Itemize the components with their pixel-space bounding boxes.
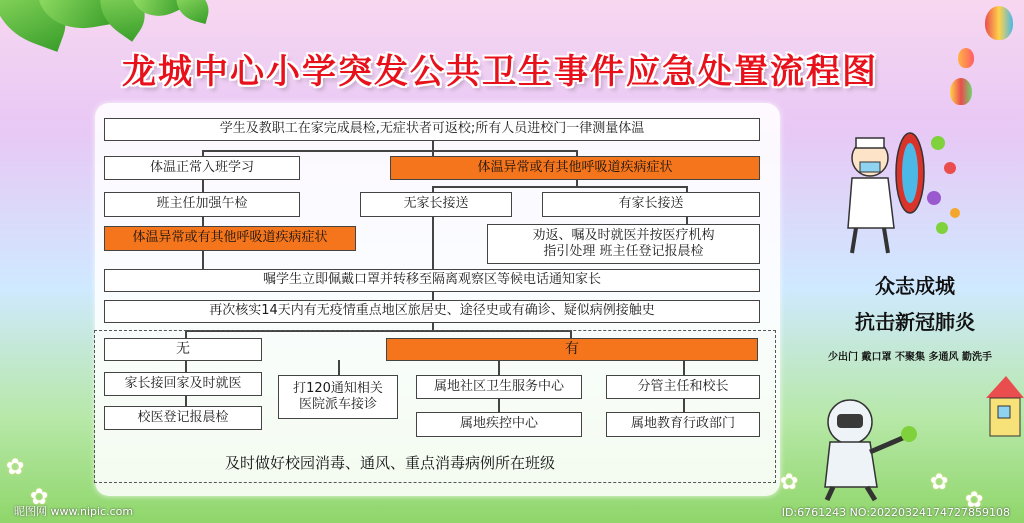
call120-line-1: 打120通知相关 [293, 380, 383, 396]
step-abnormal-noon: 体温异常或有其他呼吸道疾病症状 [104, 226, 356, 251]
slogan-line-1: 众志成城 [875, 274, 955, 298]
step-verify-history: 再次核实14天内有无疫情重点地区旅居史、途径史或有确诊、疑似病例接触史 [104, 300, 760, 323]
step-disinfect: 及时做好校园消毒、通风、重点消毒病例所在班级 [225, 454, 556, 472]
branch-no: 无 [104, 338, 262, 361]
step-doctor-record: 校医登记报晨检 [104, 406, 262, 430]
protective-suit-illustration [805, 392, 925, 502]
step-temp-abnormal: 体温异常或有其他呼吸道疾病症状 [390, 156, 760, 180]
step-noon-check: 班主任加强午检 [104, 192, 300, 217]
step-morning-check: 学生及教职工在家完成晨检,无症状者可返校;所有人员进校门一律测量体温 [104, 118, 760, 141]
step-isolate: 嘱学生立即佩戴口罩并转移至隔离观察区等候电话通知家长 [104, 269, 760, 292]
step-parent-pickup: 家长接回家及时就医 [104, 372, 262, 396]
step-temp-normal: 体温正常入班学习 [104, 156, 300, 180]
branch-yes: 有 [386, 338, 758, 361]
slogan-line-2: 抗击新冠肺炎 [855, 310, 975, 334]
step-community-center: 属地社区卫生服务中心 [416, 375, 582, 399]
step-edu-dept: 属地教育行政部门 [606, 412, 760, 437]
advise-line-1: 劝返、嘱及时就医并按医疗机构 [532, 227, 715, 243]
step-cdc: 属地疾控中心 [416, 412, 582, 437]
step-no-parent: 无家长接送 [360, 192, 512, 217]
step-advise-return [487, 224, 760, 264]
watermark-site: 昵图网 www.nipic.com [14, 505, 134, 518]
page-title: 龙城中心小学突发公共卫生事件应急处置流程图 [122, 52, 878, 92]
call120-line-2: 医院派车接诊 [298, 397, 377, 412]
house-illustration [984, 370, 1024, 440]
step-call-120 [278, 375, 398, 419]
doctor-illustration [830, 118, 970, 258]
step-has-parent: 有家长接送 [542, 192, 760, 217]
watermark-id: ID:6761243 NO:20220324174727859108 [781, 506, 1010, 519]
advise-line-2: 指引处理 班主任登记报晨检 [543, 244, 704, 259]
step-principal: 分管主任和校长 [606, 375, 760, 399]
prevention-tips: 少出门 戴口罩 不聚集 多通风 勤洗手 [828, 352, 992, 363]
